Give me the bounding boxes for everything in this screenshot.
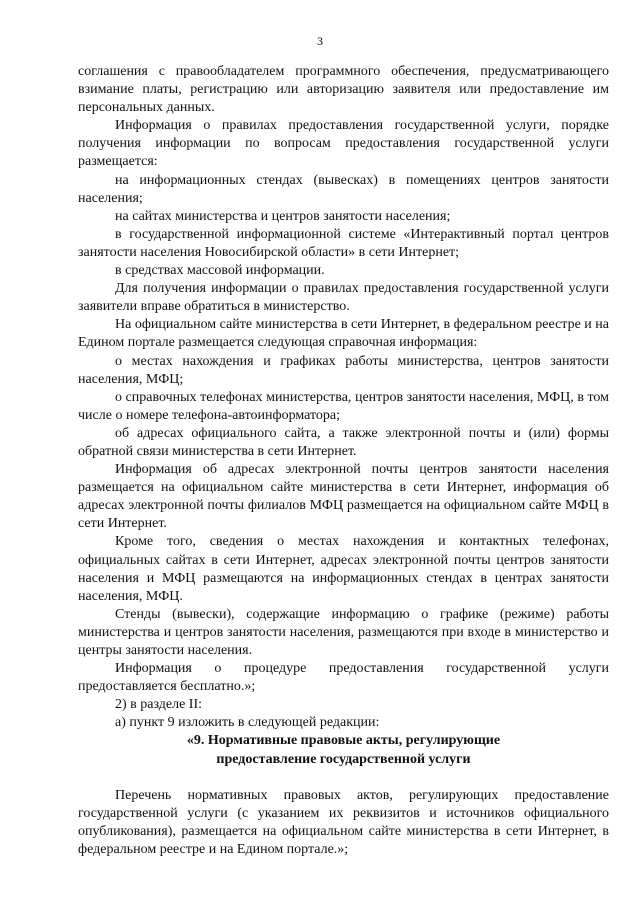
- paragraph-info-rules: Информация о правилах предоставления государственной услуги, порядке получения информации по вопросам предоставления государственной услуги размещается:: [78, 118, 609, 170]
- list-item-stands: на информационных стендах (вывесках) в помещениях центров занятости населения;: [78, 172, 609, 206]
- section-heading-line1: «9. Нормативные правовые акты, регулирующие: [186, 733, 501, 749]
- list-item-state-system: в государственной информационной системе «Интерактивный портал центров занятости населения Новосибирской области» в сети Интернет;: [78, 226, 609, 260]
- list-item-websites: на сайтах министерства и центров занятости населения;: [115, 208, 451, 224]
- paragraph-section-ii: 2) в разделе II:: [115, 697, 203, 713]
- list-item-phones: о справочных телефонах министерства, центров занятости населения, МФЦ, в том числе о номере телефона-автоинформатора;: [78, 389, 609, 423]
- paragraph-email-info: Информация об адресах электронной почты центров занятости населения размещается на официальном сайте министерства в сети Интернет, информация об адресах электронной почты филиалов МФЦ размещается на официальном сайте МФЦ в сети Интернет.: [78, 462, 609, 532]
- page-number: 3: [317, 34, 323, 48]
- section-heading-line2: предоставление государственной услуги: [216, 751, 471, 767]
- list-item-mass-media: в средствах массовой информации.: [115, 263, 325, 279]
- paragraph-additionally: Кроме того, сведения о местах нахождения и контактных телефонах, официальных сайтах в сети Интернет, адресах электронной почты центров занятости населения и МФЦ размещаются на информационных стендах в центрах занятости населения, МФЦ.: [78, 534, 609, 604]
- paragraph-free-info: Информация о процедуре предоставления государственной услуги предоставляется бесплатно.»;: [78, 661, 609, 695]
- list-item-locations: о местах нахождения и графиках работы министерства, центров занятости населения, МФЦ;: [78, 353, 609, 387]
- document-body: [78, 63, 609, 859]
- paragraph-continuation: соглашения с правообладателем программного обеспечения, предусматривающего взимание платы, регистрацию или авторизацию заявителя или предоставление им персональных данных.: [78, 64, 609, 116]
- spacer: [78, 769, 609, 787]
- paragraph-acts-list: Перечень нормативных правовых актов, регулирующих предоставление государственной услуги (с указанием их реквизитов и источников официального опубликования), размещается на официальном сайте министерства в сети Интернет, в федеральном реестре и на Едином портале.»;: [78, 787, 609, 857]
- paragraph-point-9: а) пункт 9 изложить в следующей редакции:: [115, 715, 380, 731]
- paragraph-official-site: На официальном сайте министерства в сети Интернет, в федеральном реестре и на Едином портале размещается следующая справочная информация:: [78, 317, 609, 351]
- paragraph-stands-schedule: Стенды (вывески), содержащие информацию о графике (режиме) работы министерства и центров занятости населения, размещаются при входе в министерство и центры занятости населения.: [78, 606, 609, 658]
- list-item-addresses: об адресах официального сайта, а также электронной почты и (или) формы обратной связи министерства в сети Интернет.: [78, 425, 609, 459]
- paragraph-applicants: Для получения информации о правилах предоставления государственной услуги заявители вправе обратиться в министерство.: [78, 281, 609, 315]
